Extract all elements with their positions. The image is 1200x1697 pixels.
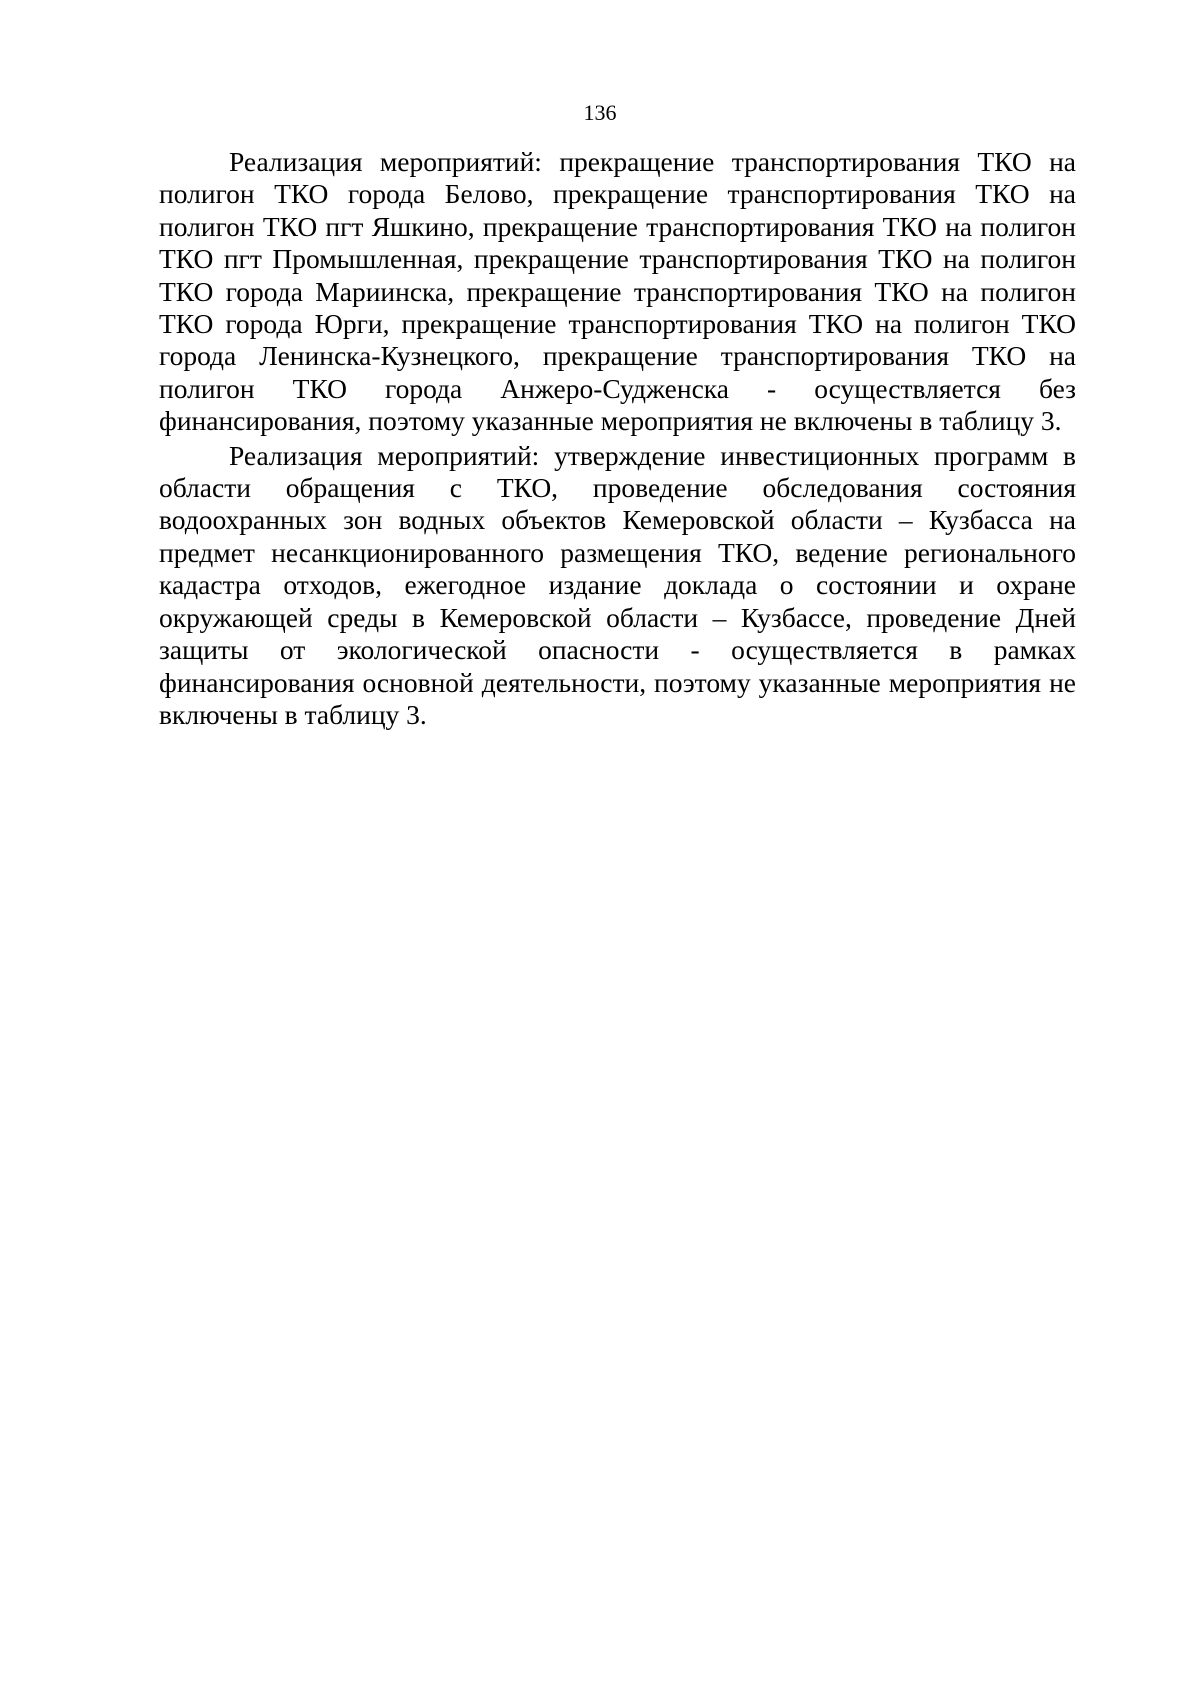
document-body <box>159 146 1076 733</box>
page-number: 136 <box>583 100 617 125</box>
paragraph-1: Реализация мероприятий: прекращение транспортирования ТКО на полигон ТКО города Белово, прекращение транспортирования ТКО на полигон ТКО пгт Яшкино, прекращение транспортирования ТКО на полигон ТКО пгт Промышленная, прекращение транспортирования ТКО на полигон ТКО города Мариинска, прекращение транспортирования ТКО на полигон ТКО города Юрги, прекращение транспортирования ТКО на полигон ТКО города Ленинска-Кузнецкого, прекращение транспортирования ТКО на полигон ТКО города Анжеро-Судженска - осуществляется без финансирования, поэтому указанные мероприятия не включены в таблицу 3. <box>159 146 1076 437</box>
paragraph-2: Реализация мероприятий: утверждение инвестиционных программ в области обращения с ТКО, проведение обследования состояния водоохранных зон водных объектов Кемеровской области – Кузбасса на предмет несанкционированного размещения ТКО, ведение регионального кадастра отходов, ежегодное издание доклада о состоянии и охране окружающей среды в Кемеровской области – Кузбассе, проведение Дней защиты от экологической опасности - осуществляется в рамках финансирования основной деятельности, поэтому указанные мероприятия не включены в таблицу 3. <box>159 439 1076 730</box>
